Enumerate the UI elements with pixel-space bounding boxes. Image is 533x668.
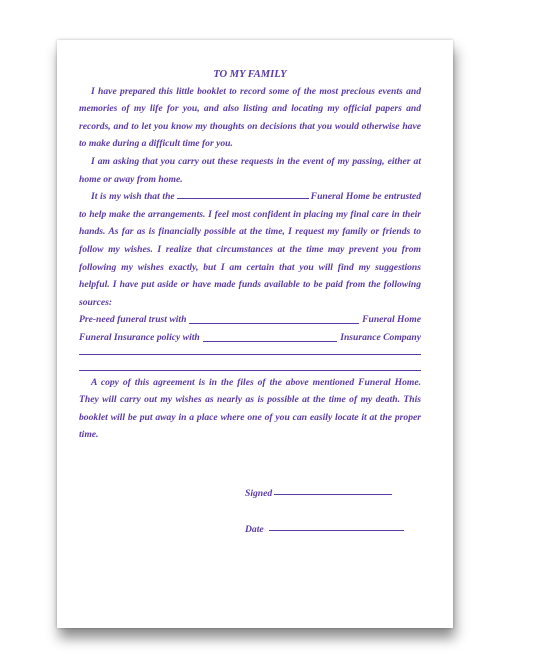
signed-label: Signed (245, 488, 273, 499)
document-content (79, 66, 421, 444)
wish-text-start: It is my wish that the (91, 191, 175, 203)
intro-paragraph: I have prepared this little booklet to record some of the most precious events and memories of my life for you, and also listing and locating my official papers and records, and to let you know my thoughts on decisions that you would otherwise have to make during a difficult time for you. (79, 85, 421, 150)
trust-line (79, 311, 421, 329)
date-blank (269, 530, 404, 531)
insurance-line (79, 329, 421, 347)
date-line (245, 524, 404, 535)
document-title: TO MY FAMILY (213, 69, 287, 80)
blank-line (79, 354, 421, 355)
request-paragraph: I am asking that you carry out these requests in the event of my passing, either at home or away from home. (79, 155, 421, 185)
funeral-home-blank (177, 197, 309, 199)
trust-label: Pre-need funeral trust with (79, 314, 187, 326)
divider-line (79, 370, 421, 371)
insurance-label: Funeral Insurance policy with (79, 331, 200, 343)
wish-text-rest: Funeral Home be entrusted to help make the arrangements. I feel most confident in placing my final care in their hands. As far as is financially possible at the time, I request my family or friends to follow my wishes. I realize that circumstances at the time may prevent you from following my wishes exactly, but I am certain that you will find my suggestions helpful. I have put aside or have made funds available to be paid from the following sources: (79, 191, 421, 308)
trust-blank (189, 323, 359, 324)
date-label: Date (245, 524, 264, 535)
document-page (57, 40, 453, 628)
wish-paragraph (79, 188, 421, 311)
trust-suffix: Funeral Home (362, 314, 421, 326)
signature-line (245, 488, 392, 499)
signature-blank (274, 494, 392, 495)
insurance-suffix: Insurance Company (340, 331, 421, 343)
agreement-paragraph: A copy of this agreement is in the files of the above mentioned Funeral Home. They will carry out my wishes as nearly as is possible at the time of my death. This booklet will be put away in a place where one of you can easily locate it at the proper time. (79, 376, 421, 441)
insurance-blank (203, 341, 337, 342)
